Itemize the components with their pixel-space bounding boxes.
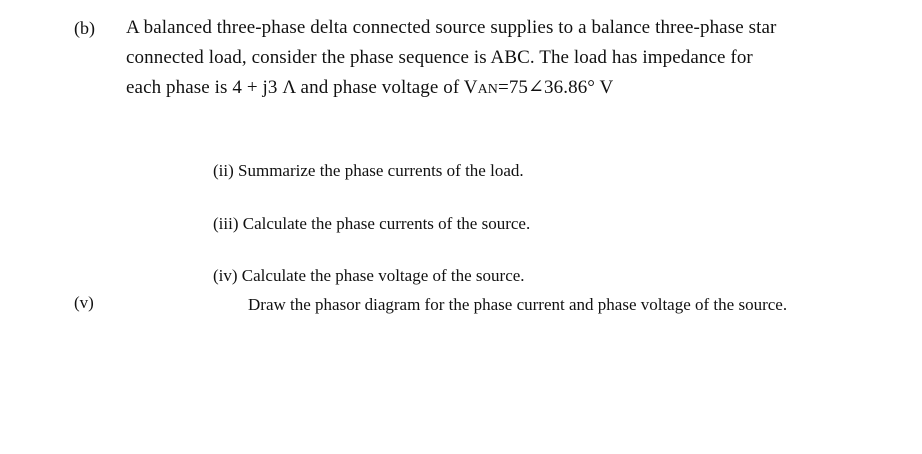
part-b-paragraph (126, 13, 906, 105)
item-iv: (iv) Calculate the phase voltage of the source. (213, 266, 525, 285)
item-iii: (iii) Calculate the phase currents of the source. (213, 214, 531, 233)
part-v-label: (v) (74, 293, 94, 312)
part-b-line-3 (126, 73, 906, 105)
part-b-line-3-prefix: each phase is 4 + j3 Λ and phase voltage of V (126, 77, 478, 98)
part-b-line-1: A balanced three-phase delta connected source supplies to a balance three-phase star (126, 17, 777, 38)
part-b-line-2: connected load, consider the phase sequence is ABC. The load has impedance for (126, 47, 753, 68)
voltage-subscript: AN (477, 82, 499, 97)
part-v-text: Draw the phasor diagram for the phase current and phase voltage of the source. (248, 295, 788, 314)
part-b-label: (b) (74, 18, 95, 38)
item-ii: (ii) Summarize the phase currents of the load. (213, 161, 524, 180)
part-b-line-3-suffix: =75∠36.86° V (498, 77, 614, 98)
